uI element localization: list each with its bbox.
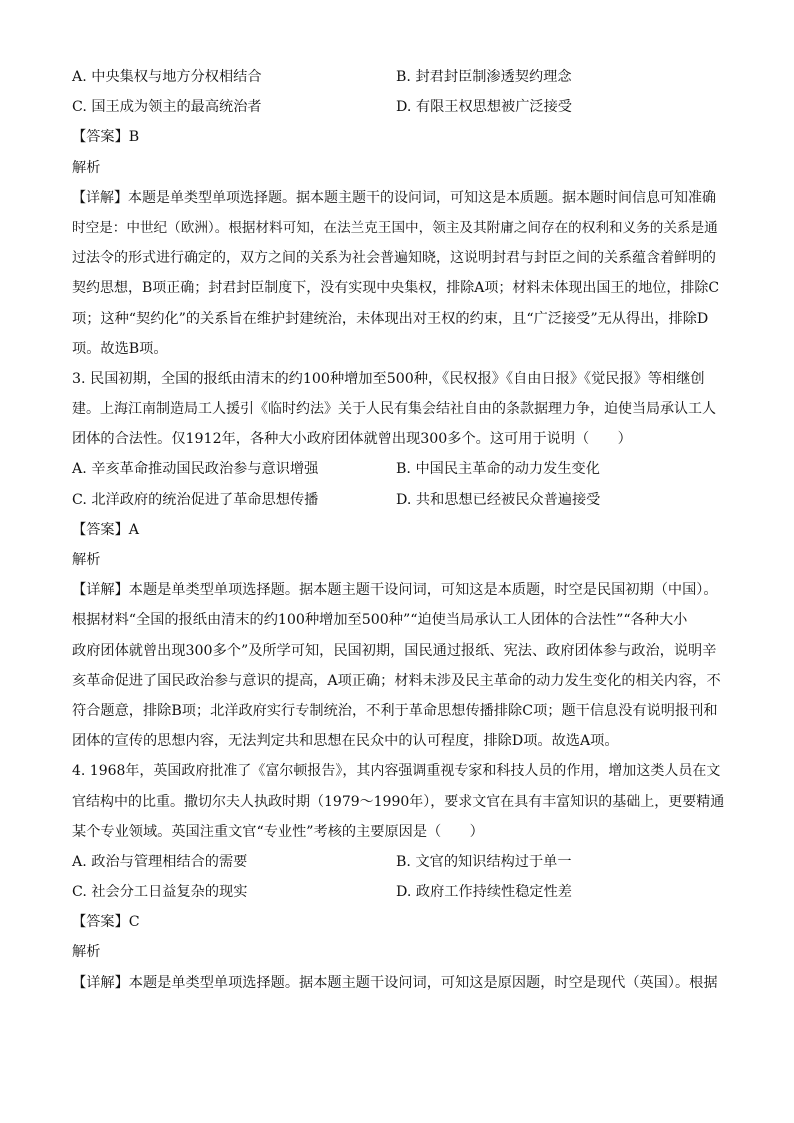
q2-analysis-label: 解析 (72, 159, 101, 176)
q3-answer: 【答案】A (72, 521, 139, 538)
q3-analysis-label: 解析 (72, 552, 101, 568)
q2-option-a: A. 中央集权与地方分权相结合 (72, 69, 262, 85)
q3-option-a: A. 辛亥革命推动国民政治参与意识增强 (72, 461, 319, 478)
q3-detail-line: 团体的宣传的思想内容，无法判定共和思想在民众中的认可程度，排除D项。故选A项。 (72, 733, 619, 750)
q4-stem-line: 官结构中的比重。撒切尔夫人执政时期（1979～1990年），要求文官在具有丰富知识的基础上，更要精通 (72, 793, 725, 810)
q2-detail-line: 过法令的形式进行确定的，双方之间的关系为社会普遍知晓，这说明封君与封臣之间的关系蕴含着鲜明的 (72, 250, 716, 267)
q4-stem (72, 756, 724, 847)
q2-detail-line: 时空是：中世纪（欧洲）。根据材料可知，在法兰克王国中，领主及其附庸之间存在的权利和义务的关系是通 (72, 219, 718, 236)
q2-option-c: C. 国王成为领主的最高统治者 (72, 99, 262, 116)
q2-options-row-2 (72, 92, 724, 122)
q2-detail-line: 契约思想，B项正确；封君封臣制度下，没有实现中央集权，排除A项；材料未体现出国王的地位，排除C (72, 280, 720, 297)
q2-detail-line: 项。故选B项。 (72, 340, 168, 357)
q4-detail-line: 【详解】本题是单类型单项选择题。据本题主题干设问词，可知这是原因题，时空是现代（英国）。根据 (72, 974, 718, 991)
q2-options-row-1 (72, 62, 724, 92)
q3-option-d: D. 共和思想已经被民众普遍接受 (396, 491, 601, 508)
q2-detail-line: 【详解】本题是单类型单项选择题。据本题主题干的设问词，可知这是本质题。据本题时间信息可知准确 (72, 189, 716, 206)
q3-stem-line: 团体的合法性。仅1912年，各种大小政府团体就曾出现300多个。这可用于说明（ ） (72, 431, 632, 448)
q3-detail-line: 根据材料“全国的报纸由清末的约100种增加至500种”“迫使当局承认工人团体的合法性”“各种大小 (72, 612, 688, 629)
q3-detail-line: 亥革命促进了国民政治参与意识的提高，A项正确；材料未涉及民主革命的动力发生变化的相关内容，不 (72, 672, 721, 689)
q2-detail-line: 项；这种“契约化”的关系旨在维护封建统治，未体现出对王权的约束，且“广泛接受”无从得出，排除D (72, 310, 709, 327)
q4-analysis-label: 解析 (72, 944, 101, 961)
q4-options-row-1 (72, 847, 724, 877)
q4-stem-line: 4. 1968年，英国政府批准了《富尔顿报告》，其内容强调重视专家和科技人员的作用，增加这类人员在文 (72, 763, 721, 780)
q4-option-d: D. 政府工作持续性稳定性差 (396, 884, 572, 901)
q4-answer: 【答案】C (72, 914, 140, 931)
q4-detail (72, 968, 724, 998)
q3-stem-line: 3. 民国初期，全国的报纸由清末的约100种增加至500种，《民权报》《自由日报》《觉民报》等相继创 (72, 370, 705, 387)
q2-detail (72, 183, 724, 364)
q2-option-d: D. 有限王权思想被广泛接受 (396, 99, 572, 116)
q3-stem (72, 364, 724, 455)
q4-option-c: C. 社会分工日益复杂的现实 (72, 884, 248, 901)
q4-option-a: A. 政治与管理相结合的需要 (72, 853, 248, 870)
q4-stem-line: 某个专业领域。英国注重文官“专业性”考核的主要原因是（ ） (72, 823, 484, 840)
page-content (72, 62, 724, 998)
q3-option-c: C. 北洋政府的统治促进了革命思想传播 (72, 491, 319, 508)
q3-detail-line: 符合题意，排除B项；北洋政府实行专制统治，不利于革命思想传播排除C项；题干信息没有说明报刊和 (72, 702, 718, 719)
q3-stem-line: 建。上海江南制造局工人援引《临时约法》关于人民有集会结社自由的条款据理力争，迫使当局承认工人 (72, 401, 716, 418)
q4-option-b: B. 文官的知识结构过于单一 (396, 853, 572, 870)
q3-detail-line: 政府团体就曾出现300多个”及所学可知，民国初期，国民通过报纸、宪法、政府团体参与政治，说明辛 (72, 642, 717, 659)
q2-answer: 【答案】B (72, 129, 140, 146)
q3-option-b: B. 中国民主革命的动力发生变化 (396, 461, 600, 478)
q2-option-b: B. 封君封臣制渗透契约理念 (396, 69, 572, 85)
q3-options-row-1 (72, 454, 724, 484)
q3-options-row-2 (72, 485, 724, 515)
q3-detail-line: 【详解】本题是单类型单项选择题。据本题主题干设问词，可知这是本质题，时空是民国初期（中国）。 (72, 582, 718, 599)
q3-detail (72, 575, 724, 756)
q4-options-row-2 (72, 877, 724, 907)
